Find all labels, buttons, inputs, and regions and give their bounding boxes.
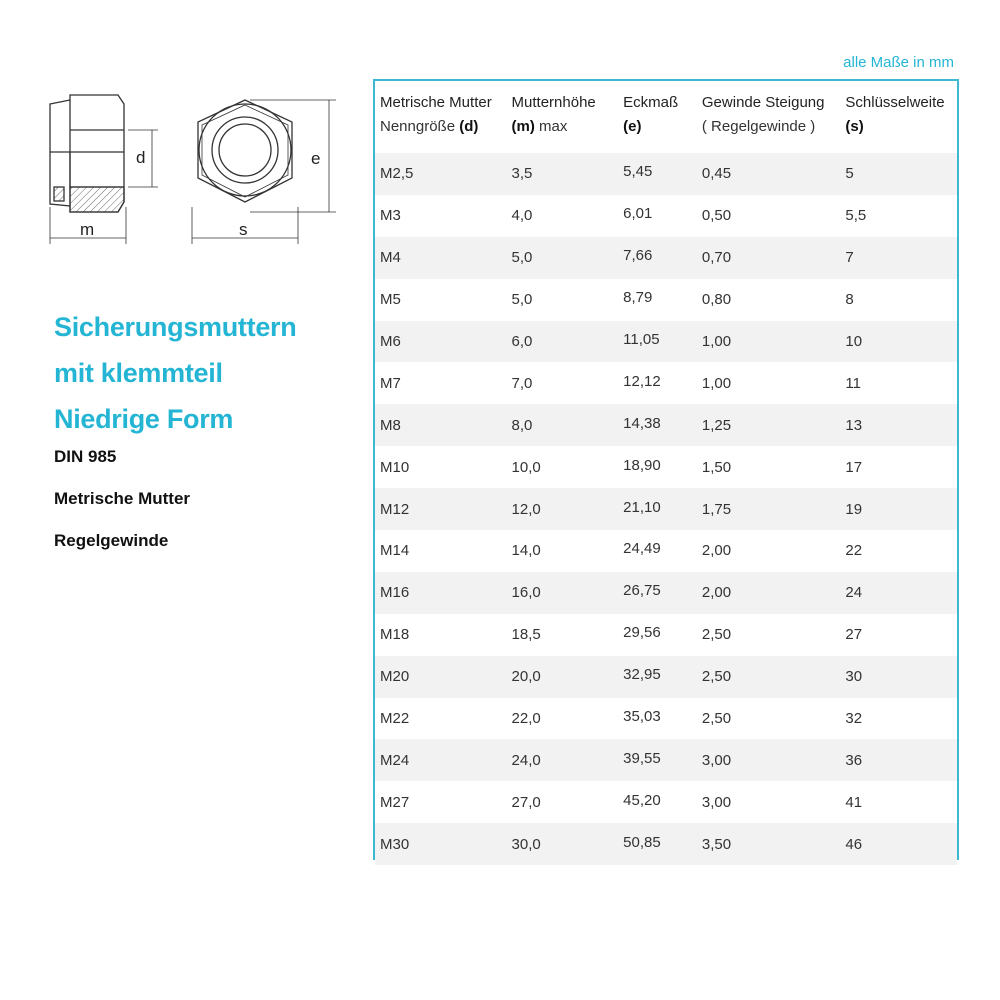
cell-nominal-size: M18: [380, 626, 410, 644]
cell-nominal-size: M10: [380, 458, 410, 476]
table-row: [375, 404, 957, 446]
cell-nut-height: 20,0: [511, 668, 541, 686]
cell-thread-pitch: 3,00: [701, 751, 732, 769]
cell-thread-pitch: 1,25: [701, 416, 732, 434]
cell-nominal-size: M6: [380, 333, 401, 350]
cell-nominal-size: M27: [380, 793, 410, 811]
cell-thread-pitch: 3,50: [701, 835, 732, 853]
cell-wrench-size: 5: [845, 165, 854, 183]
cell-wrench-size: 32: [845, 710, 863, 728]
cell-thread-pitch: 1,50: [701, 458, 732, 476]
cell-thread-pitch: 2,00: [701, 542, 732, 560]
cell-nut-height: 24,0: [511, 751, 541, 769]
cell-nut-height: 22,0: [511, 710, 541, 728]
cell-thread-pitch: 1,75: [701, 500, 732, 518]
cell-wrench-size: 13: [845, 416, 863, 434]
title-line-3: Niedrige Form: [54, 404, 234, 434]
cell-thread-pitch: 0,70: [701, 249, 732, 267]
cell-thread-pitch: 1,00: [701, 374, 732, 392]
cell-nut-height: 27,0: [511, 793, 541, 811]
nut-technical-drawing: [40, 92, 340, 252]
title-line-2: mit klemmteil: [54, 358, 223, 388]
cell-corner-width: 26,75: [623, 582, 661, 600]
cell-thread-pitch: 2,50: [701, 668, 732, 686]
cell-corner-width: 32,95: [623, 666, 661, 684]
cell-nominal-size: M3: [380, 207, 401, 225]
table-row: [375, 739, 957, 781]
cell-corner-width: 11,05: [623, 331, 660, 348]
cell-corner-width: 39,55: [623, 749, 661, 767]
cell-corner-width: 45,20: [623, 791, 661, 809]
cell-corner-width: 12,12: [623, 372, 661, 390]
product-title: [54, 304, 354, 442]
cell-corner-width: 7,66: [623, 247, 653, 265]
dimensions-table: [373, 79, 959, 860]
cell-corner-width: 14,38: [623, 414, 661, 432]
cell-corner-width: 18,90: [623, 456, 661, 474]
header-nut-height: Mutternhöhe (m) max: [511, 94, 596, 135]
cell-corner-width: 6,01: [623, 205, 653, 223]
nut-front-view: [198, 100, 292, 202]
table-row: [375, 195, 957, 237]
table-row: [375, 530, 957, 572]
cell-nut-height: 14,0: [511, 542, 541, 560]
cell-wrench-size: 41: [845, 793, 863, 811]
cell-nominal-size: M5: [380, 291, 401, 309]
table-row: [375, 698, 957, 740]
cell-wrench-size: 27: [845, 626, 863, 644]
thread-label: Regelgewinde: [54, 531, 169, 550]
header-thread-pitch: Gewinde Steigung ( Regelgewinde ): [701, 94, 825, 135]
standard-label: DIN 985: [54, 447, 117, 466]
cell-nut-height: 12,0: [511, 500, 541, 518]
units-note: alle Maße in mm: [843, 54, 954, 71]
cell-wrench-size: 8: [845, 291, 854, 309]
cell-nominal-size: M7: [380, 374, 401, 392]
cell-nominal-size: M24: [380, 751, 410, 769]
table-row: [375, 321, 957, 363]
header-corner-width: Eckmaß (e): [623, 94, 679, 135]
cell-thread-pitch: 1,00: [701, 333, 732, 350]
dimension-d-label: d: [136, 148, 146, 167]
dimension-m-label: m: [80, 220, 95, 239]
table-row: [375, 279, 957, 321]
cell-nominal-size: M22: [380, 710, 410, 728]
dimension-s-label: s: [239, 220, 248, 239]
cell-nut-height: 18,5: [511, 626, 541, 644]
cell-nut-height: 30,0: [511, 835, 541, 853]
cell-wrench-size: 7: [845, 249, 854, 267]
cell-wrench-size: 36: [845, 751, 863, 769]
cell-corner-width: 8,79: [623, 289, 653, 307]
cell-wrench-size: 46: [845, 835, 863, 853]
cell-nominal-size: M2,5: [380, 165, 414, 183]
table-row: [375, 362, 957, 404]
table-row: [375, 237, 957, 279]
table-row: [375, 446, 957, 488]
cell-wrench-size: 19: [845, 500, 863, 518]
header-wrench-size: Schlüsselweite (s): [845, 94, 945, 135]
table-row: [375, 153, 957, 195]
cell-corner-width: 5,45: [623, 163, 653, 181]
cell-nut-height: 3,5: [511, 165, 533, 183]
table-row: [375, 488, 957, 530]
cell-corner-width: 35,03: [623, 708, 661, 726]
table-header: [375, 81, 957, 153]
cell-corner-width: 29,56: [623, 624, 661, 642]
cell-thread-pitch: 2,50: [701, 626, 732, 644]
cell-thread-pitch: 0,50: [701, 207, 732, 225]
cell-nominal-size: M20: [380, 668, 410, 686]
table-body: [375, 153, 957, 865]
table-row: [375, 656, 957, 698]
cell-nut-height: 5,0: [511, 291, 533, 309]
cell-nominal-size: M8: [380, 416, 401, 434]
cell-wrench-size: 22: [845, 542, 863, 560]
cell-nut-height: 16,0: [511, 584, 541, 602]
cell-thread-pitch: 0,80: [701, 291, 732, 309]
title-line-1: Sicherungsmuttern: [54, 312, 297, 342]
dimension-e-label: e: [311, 149, 321, 168]
cell-thread-pitch: 0,45: [701, 165, 732, 183]
cell-wrench-size: 10: [845, 333, 863, 350]
cell-corner-width: 50,85: [623, 833, 661, 851]
cell-wrench-size: 24: [845, 584, 863, 602]
cell-nut-height: 7,0: [511, 374, 533, 392]
cell-nut-height: 10,0: [511, 458, 541, 476]
table-row: [375, 781, 957, 823]
header-nominal-size: Metrische Mutter Nenngröße (d): [380, 94, 492, 135]
cell-corner-width: 21,10: [623, 498, 661, 516]
cell-nut-height: 5,0: [511, 249, 533, 267]
cell-wrench-size: 30: [845, 668, 863, 686]
cell-wrench-size: 11: [845, 374, 861, 392]
cell-thread-pitch: 2,00: [701, 584, 732, 602]
cell-wrench-size: 17: [845, 458, 863, 476]
cell-thread-pitch: 2,50: [701, 710, 732, 728]
cell-nut-height: 4,0: [511, 207, 533, 225]
cell-nominal-size: M12: [380, 500, 410, 518]
cell-nominal-size: M16: [380, 584, 410, 602]
table-row: [375, 572, 957, 614]
cell-wrench-size: 5,5: [845, 207, 867, 225]
cell-nominal-size: M30: [380, 835, 410, 853]
cell-nominal-size: M4: [380, 249, 401, 267]
cell-nut-height: 8,0: [511, 416, 533, 434]
table-row: [375, 614, 957, 656]
cell-nut-height: 6,0: [511, 333, 533, 350]
cell-thread-pitch: 3,00: [701, 793, 732, 811]
table-row: [375, 823, 957, 865]
type-label: Metrische Mutter: [54, 489, 191, 508]
cell-corner-width: 24,49: [623, 540, 661, 558]
cell-nominal-size: M14: [380, 542, 410, 560]
nut-side-view: [50, 95, 124, 212]
